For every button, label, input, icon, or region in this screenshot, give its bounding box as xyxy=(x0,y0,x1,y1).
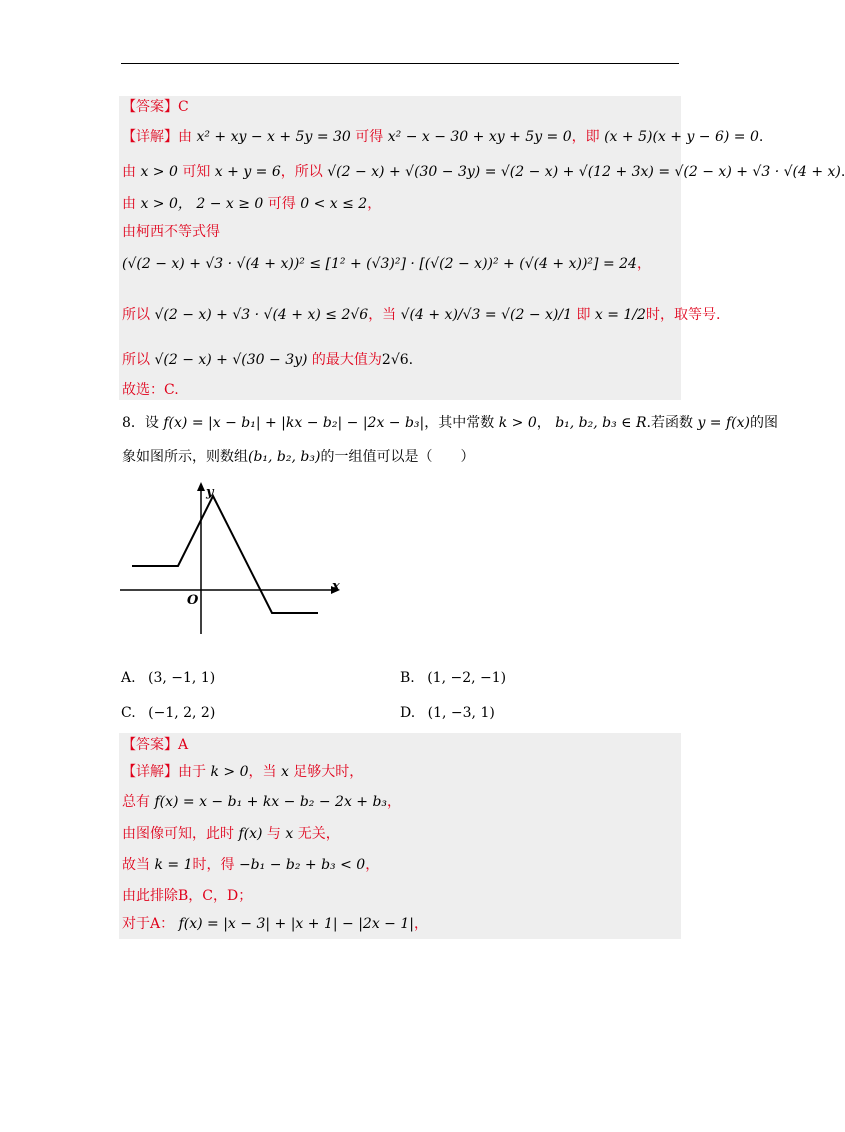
text: ，即 xyxy=(571,129,600,145)
question-8-line-1 xyxy=(122,413,778,433)
equation: (√(2 − x) + √3 · √(4 + x))² ≤ [1² + (√3)²] · [(√(2 − x))² + (√(4 + x))²] = 24 xyxy=(122,256,637,272)
option-b[interactable] xyxy=(400,668,506,688)
text: 无关， xyxy=(297,826,340,842)
option-letter: B. xyxy=(400,670,415,686)
option-a[interactable] xyxy=(121,668,215,688)
equation: x² − x − 30 + xy + 5y = 0 xyxy=(387,129,572,145)
solution-8-line-1 xyxy=(122,762,363,782)
equation: x > 0 xyxy=(140,164,178,180)
equation: −b₁ − b₂ + b₃ < 0 xyxy=(238,857,366,873)
text: 对于A： xyxy=(122,916,175,932)
graph-curve xyxy=(132,496,318,613)
equation: f(x) = x − b₁ + kx − b₂ − 2x + b₃ xyxy=(154,794,388,810)
detail-tag: 【详解】 xyxy=(122,129,178,145)
text: 象如图所示，则数组 xyxy=(122,449,248,465)
text: .若函数 xyxy=(646,415,693,431)
text: ，其中常数 xyxy=(424,415,495,431)
text: ， xyxy=(387,794,402,810)
text: 所以 xyxy=(122,307,150,323)
option-value: (3, −1, 1) xyxy=(148,670,216,686)
equation: x = 1/2 xyxy=(594,307,646,323)
option-c[interactable] xyxy=(121,703,215,723)
text: 即 xyxy=(576,307,591,323)
solution-8-line-5: 由此排除B，C，D； xyxy=(122,888,253,904)
text: 的图 xyxy=(749,415,778,431)
text: 总有 xyxy=(122,794,150,810)
solution-7-choice: 故选：C. xyxy=(122,382,179,398)
equation: y = f(x) xyxy=(697,415,750,431)
text: ， xyxy=(365,857,380,873)
text: 的最大值为 xyxy=(311,352,382,368)
option-letter: A. xyxy=(121,670,136,686)
y-axis-label: y xyxy=(206,485,214,500)
option-value: (1, −3, 1) xyxy=(427,705,495,721)
text: 与 xyxy=(266,826,281,842)
solution-7-line-7 xyxy=(122,350,413,370)
function-graph xyxy=(118,478,354,638)
text: 由图像可知，此时 xyxy=(122,826,234,842)
text: ，所以 xyxy=(280,164,323,180)
solution-8-line-3 xyxy=(122,824,340,844)
equation: √(2 − x) + √(30 − 3y) = √(2 − x) + √(12 + 3x) = √(2 − x) + √3 · √(4 + x) xyxy=(327,164,841,180)
equation: √(2 − x) + √3 · √(4 + x) ≤ 2√6 xyxy=(154,307,369,323)
text: ， xyxy=(367,196,382,212)
solution-8-line-2 xyxy=(122,792,401,812)
solution-7-answer: 【答案】C xyxy=(122,99,189,115)
text: 的一组值可以是（ ） xyxy=(320,449,475,465)
text: . xyxy=(408,352,414,368)
solution-7-line-2 xyxy=(122,162,845,182)
text: 故当 xyxy=(122,857,150,873)
equation: x > 0， 2 − x ≥ 0 xyxy=(140,196,264,212)
origin-label: O xyxy=(187,593,199,608)
equation: k > 0 xyxy=(498,415,537,431)
solution-7-line-4: 由柯西不等式得 xyxy=(122,224,220,240)
text: ，当 xyxy=(248,764,277,780)
text: ， xyxy=(413,916,428,932)
equation: b₁, b₂, b₃ ∈ R xyxy=(555,415,647,431)
equation: f(x) = |x − 3| + |x + 1| − |2x − 1| xyxy=(178,916,414,932)
text: . xyxy=(758,129,764,145)
question-8-line-2 xyxy=(122,447,474,467)
equation: k = 1 xyxy=(154,857,193,873)
equation: (x + 5)(x + y − 6) = 0 xyxy=(604,129,759,145)
equation: 0 < x ≤ 2 xyxy=(300,196,368,212)
option-d[interactable] xyxy=(400,703,495,723)
equation: √(2 − x) + √(30 − 3y) xyxy=(154,352,308,368)
solution-8-answer: 【答案】A xyxy=(122,737,189,753)
detail-tag: 【详解】 xyxy=(122,764,178,780)
equation: x xyxy=(285,826,294,842)
text: 时，得 xyxy=(192,857,235,873)
equation: f(x) = |x − b₁| + |kx − b₂| − |2x − b₃| xyxy=(163,415,425,431)
option-letter: D. xyxy=(400,705,416,721)
solution-7-line-3 xyxy=(122,194,381,214)
max-value: 2√6 xyxy=(381,352,409,368)
solution-7-line-5 xyxy=(122,254,651,274)
text: 由于 xyxy=(178,764,206,780)
equation: (b₁, b₂, b₃) xyxy=(248,449,321,465)
equation: x + y = 6 xyxy=(214,164,281,180)
text: ，当 xyxy=(368,307,397,323)
text: . xyxy=(840,164,845,180)
text: 可知 xyxy=(182,164,211,180)
text: ， xyxy=(636,256,651,272)
text: 由 xyxy=(122,164,136,180)
text: 足够大时， xyxy=(293,764,364,780)
x-axis-label: x xyxy=(332,579,340,594)
solution-7-line-6 xyxy=(122,305,720,325)
text: ， xyxy=(536,415,551,431)
text: 可得 xyxy=(355,129,384,145)
equation: k > 0 xyxy=(210,764,249,780)
solution-8-line-6 xyxy=(122,914,428,934)
text: 时，取等号. xyxy=(645,307,721,323)
solution-7-line-1 xyxy=(122,127,763,147)
text: 可得 xyxy=(267,196,296,212)
equation: f(x) xyxy=(238,826,263,842)
y-axis-arrow-icon xyxy=(197,482,205,491)
text: 由 xyxy=(122,196,136,212)
option-letter: C. xyxy=(121,705,136,721)
text: 所以 xyxy=(122,352,150,368)
header-rule xyxy=(121,63,679,64)
equation: x² + xy − x + 5y = 30 xyxy=(196,129,351,145)
equation: x xyxy=(280,764,289,780)
equation: √(4 + x)/√3 = √(2 − x)/1 xyxy=(400,307,572,323)
option-value: (1, −2, −1) xyxy=(427,670,507,686)
solution-8-line-4 xyxy=(122,855,379,875)
option-value: (−1, 2, 2) xyxy=(148,705,216,721)
text: 由 xyxy=(178,129,192,145)
text: 8．设 xyxy=(122,415,159,431)
